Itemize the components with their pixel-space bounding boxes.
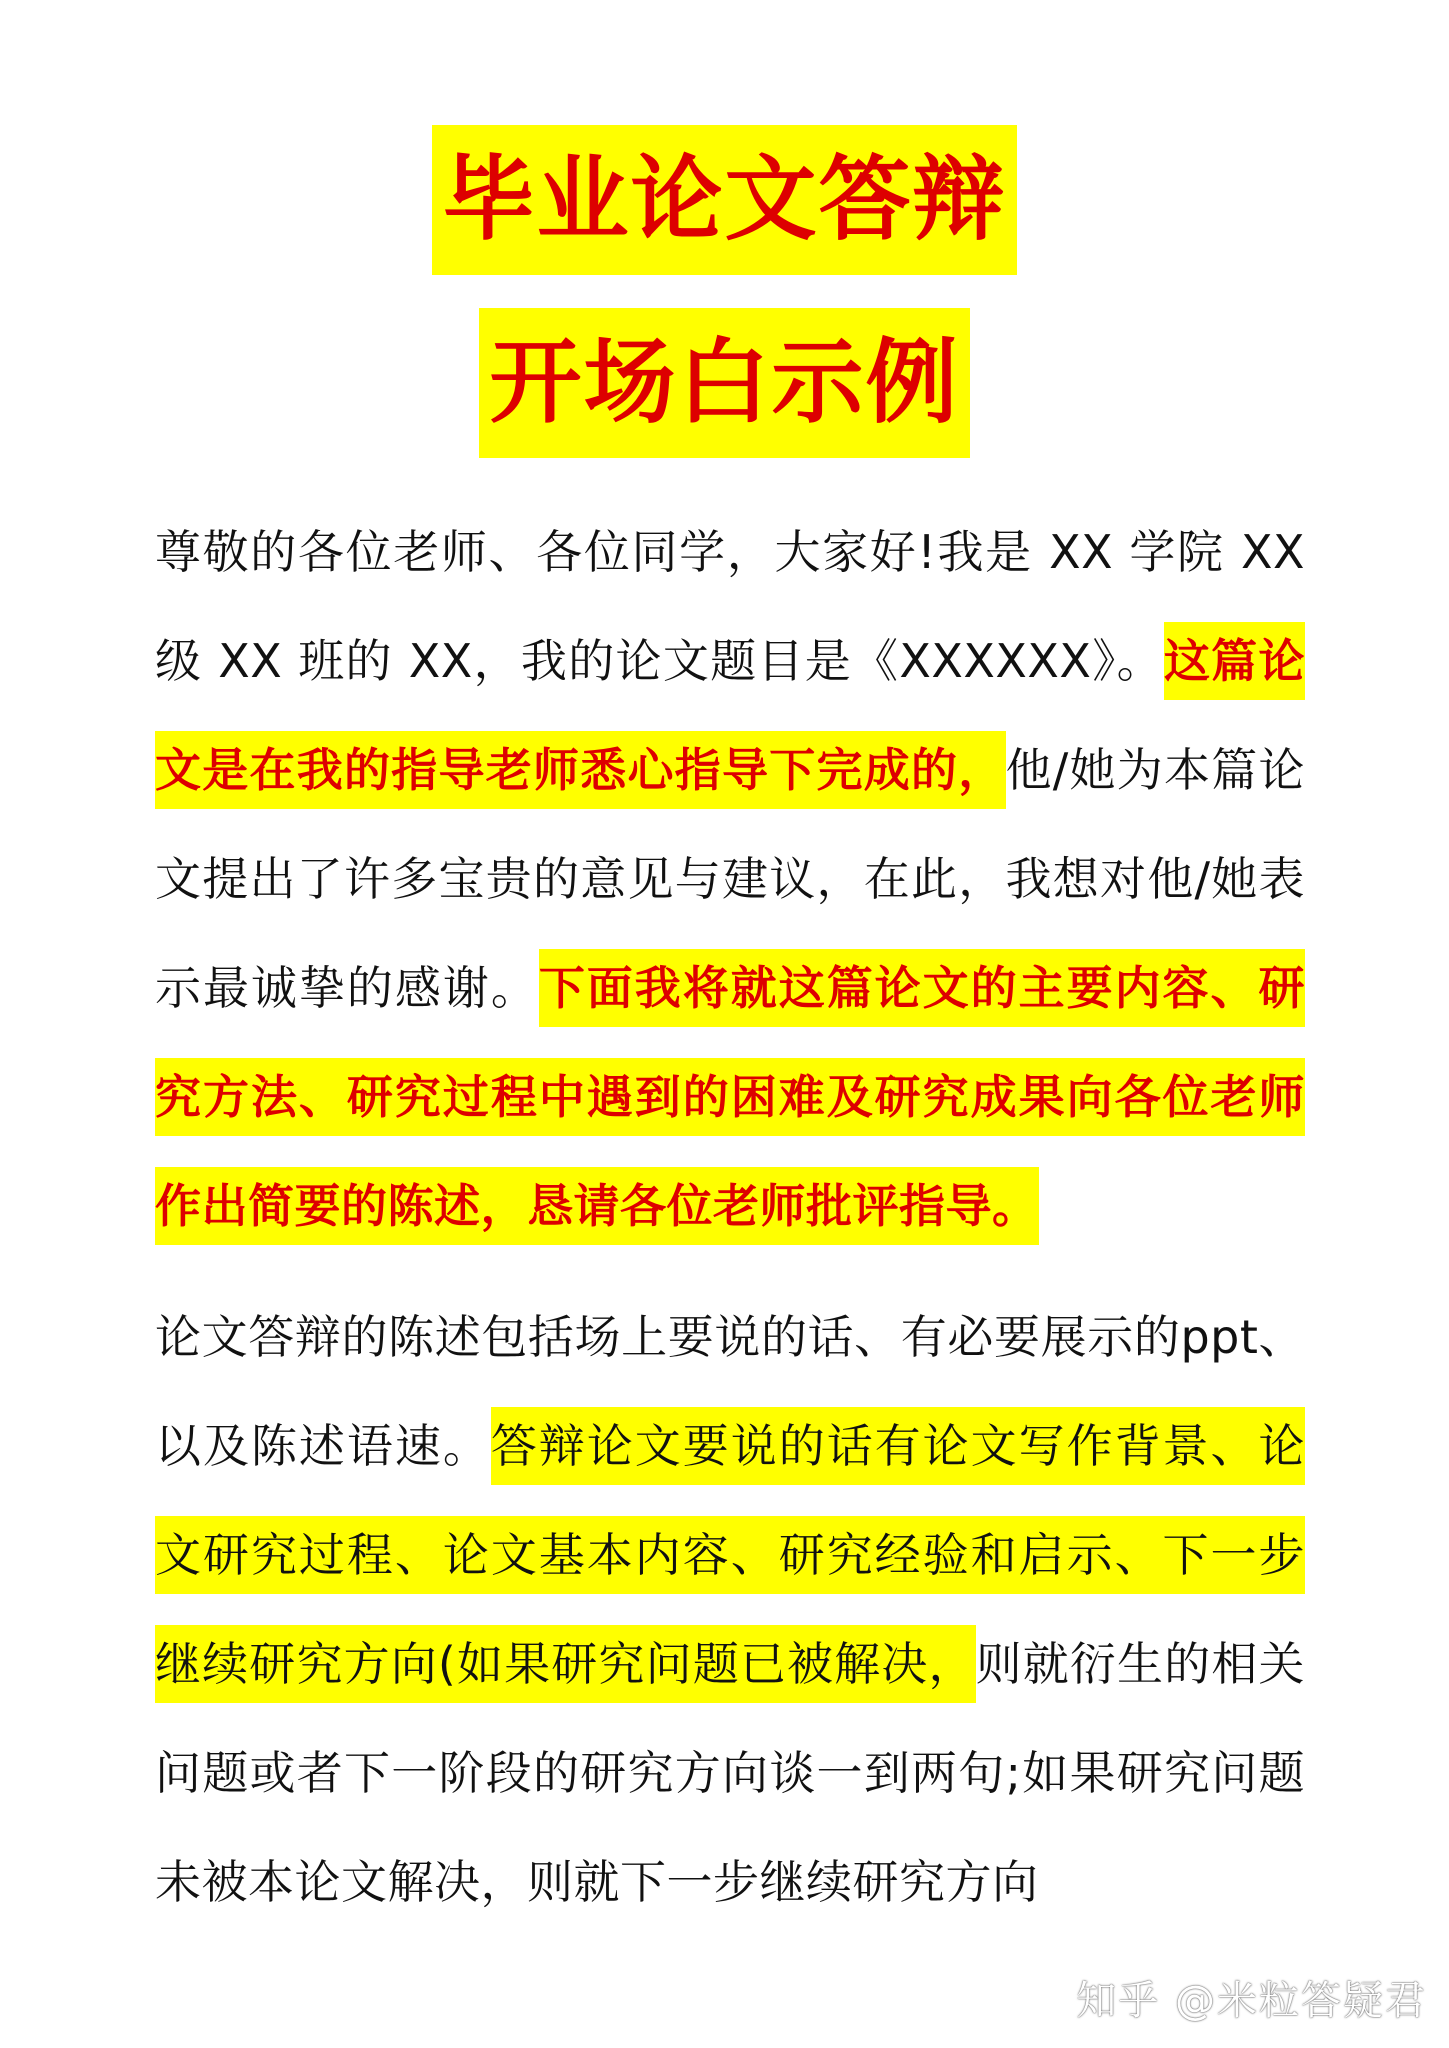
highlight-presentation-outline: 下面我将就这篇论文的主要内容、研究方法、研究过程中遇到的困难及研究成果向各位老师作出简要的陈述，恳请各位老师批评指导。 [155, 949, 1305, 1245]
page-title-line-2: 开场白示例 [479, 308, 969, 458]
paragraph-opening [155, 498, 1305, 1261]
page-title-line-1: 毕业论文答辩 [432, 125, 1016, 275]
highlight-talking-points: 答辩论文要说的话有论文写作背景、论文研究过程、论文基本内容、研究经验和启示、下一步继续研究方向(如果研究问题已被解决， [155, 1407, 1305, 1703]
paragraph-content [155, 1283, 1305, 1937]
paragraph-opening-intro: 尊敬的各位老师、各位同学，大家好!我是 XX 学院 XX 级 XX 班的 XX，我的论文题目是《XXXXXX》。 [155, 525, 1305, 688]
highlight-thanks-advisor: 这篇论文是在我的指导老师悉心指导下完成的， [155, 622, 1305, 809]
paragraph-opening-middle: 他/她为本篇论文提出了许多宝贵的意见与建议，在此，我想对他/她表示最诚挚的感谢。 [155, 743, 1305, 1015]
title-line-1-container [0, 125, 1449, 275]
paragraph-content-rest: 则就衍生的相关问题或者下一阶段的研究方向谈一到两句;如果研究问题未被本论文解决，则就下一步继续研究方向 [155, 1637, 1305, 1909]
watermark: 知乎 @米粒答疑君 [1076, 1978, 1427, 2024]
paragraph-content-intro: 论文答辩的陈述包括场上要说的话、有必要展示的ppt、以及陈述语速。 [155, 1310, 1305, 1473]
title-line-2-container [0, 308, 1449, 458]
